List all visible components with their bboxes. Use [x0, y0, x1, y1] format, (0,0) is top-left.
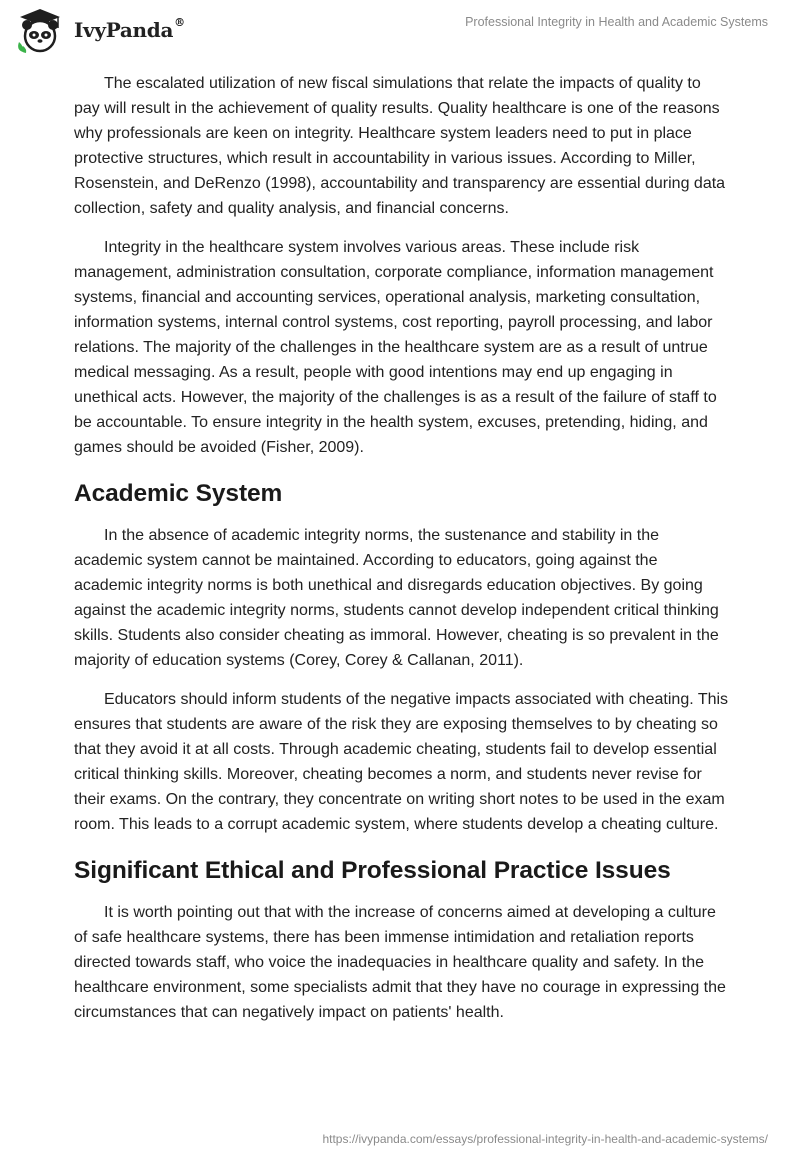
paragraph: The escalated utilization of new fiscal simulations that relate the impacts of quality to pay will result in the achievement of quality results. Quality healthcare is one of the reasons why professionals are keen on integrity. Healthcare system leaders need to put in place protective structures, which result in accountability in various issues. According to Miller, Rosenstein, and DeRenzo (1998), accountability and transparency are essential during data collection, safety and quality analysis, and financial concerns.	[74, 75, 726, 217]
panda-logo-icon	[14, 6, 66, 54]
source-url[interactable]: https://ivypanda.com/essays/professional-integrity-in-health-and-academic-systems/	[322, 1132, 768, 1146]
section-heading-academic-system: Academic System	[74, 480, 283, 507]
page-header	[0, 0, 800, 60]
paragraph: Educators should inform students of the negative impacts associated with cheating. This ensures that students are aware of the risk they are exposing themselves to by cheating so that they avoid it at all costs. Through academic cheating, students fail to develop essential critical thinking skills. Moreover, cheating becomes a norm, and students never revise for their exams. On the contrary, they concentrate on writing short notes to be used in the exam room. This leads to a corrupt academic system, where students develop a cheating culture.	[74, 691, 729, 833]
brand-name: IvyPanda®	[74, 16, 185, 42]
logo[interactable]	[14, 6, 185, 54]
paragraph: Integrity in the healthcare system involves various areas. These include risk management, administration consultation, corporate compliance, information management systems, financial and accounting services, operational analysis, marketing consultation, information systems, internal control systems, cost reporting, payroll processing, and labor relations. The majority of the challenges in the healthcare system are as a result of untrue medical messaging. As a result, people with good intentions may end up engaging in unethical acts. However, the majority of the challenges is as a result of the failure of staff to be accountable. To ensure integrity in the health system, excuses, pretending, hiding, and games should be avoided (Fisher, 2009).	[74, 239, 717, 456]
section-heading-ethical-issues: Significant Ethical and Professional Practice Issues	[74, 857, 671, 884]
paragraph: It is worth pointing out that with the increase of concerns aimed at developing a culture of safe healthcare systems, there has been immense intimidation and retaliation reports directed towards staff, who voice the inadequacies in healthcare quality and safety. In the healthcare environment, some specialists admit that they have no courage in expressing the circumstances that can negatively impact on patients' health.	[74, 904, 726, 1021]
document-title: Professional Integrity in Health and Academic Systems	[465, 15, 768, 29]
essay-body	[74, 71, 729, 1039]
paragraph: In the absence of academic integrity norms, the sustenance and stability in the academic system cannot be maintained. According to educators, going against the academic integrity norms is both unethical and disregards education objectives. By going against the academic integrity norms, students cannot develop independent critical thinking skills. Students also consider cheating as immoral. However, cheating is so prevalent in the majority of education systems (Corey, Corey & Callanan, 2011).	[74, 527, 719, 669]
